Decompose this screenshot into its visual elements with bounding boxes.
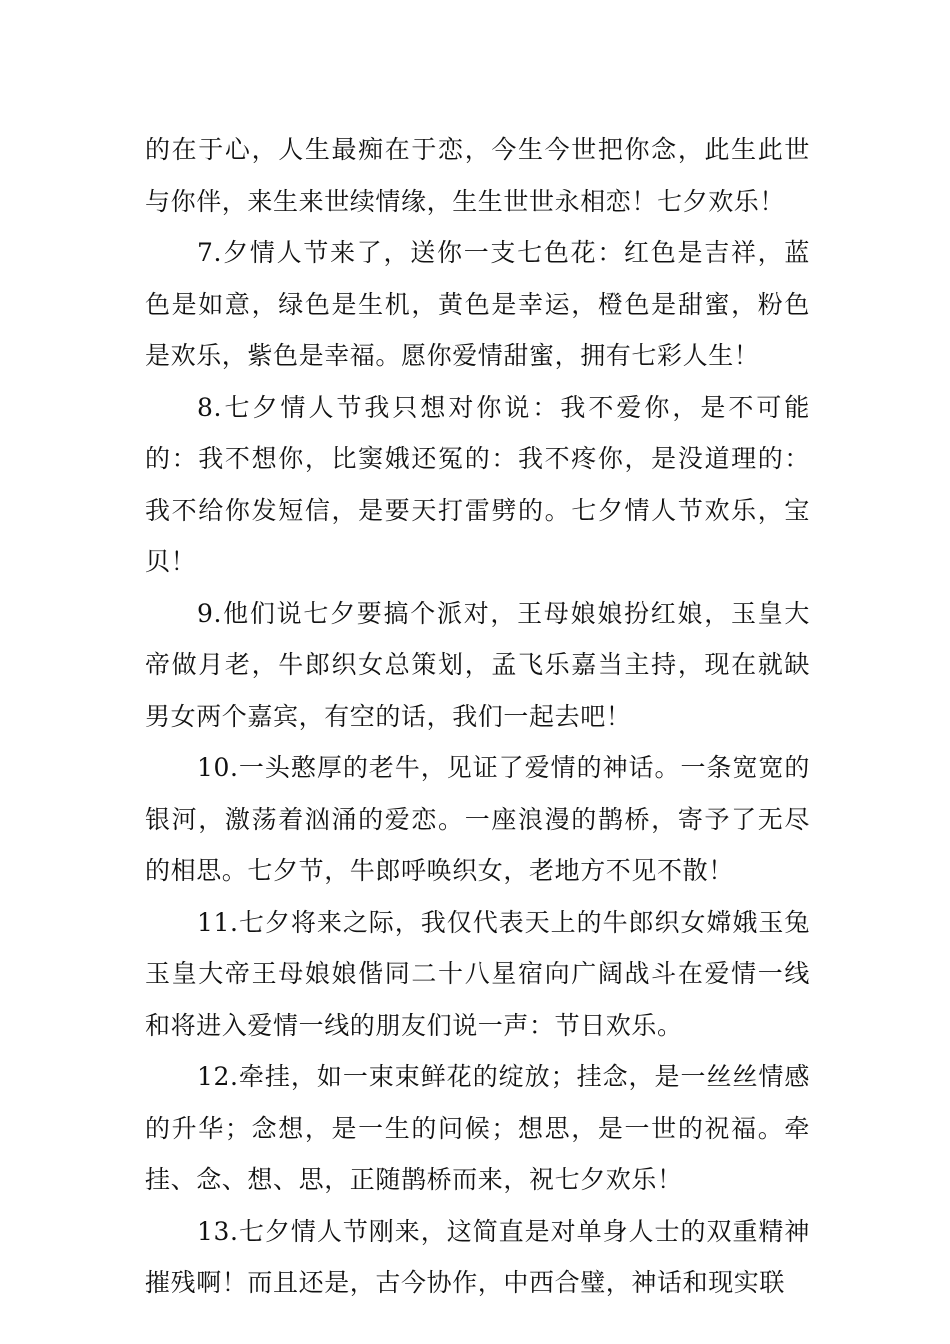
paragraph-8: 13.七夕情人节刚来，这简直是对单身人士的双重精神摧残啊！而且还是，古今协作，中西合璧，神话和现实联 xyxy=(145,1216,810,1297)
paragraph-7: 12.牵挂，如一束束鲜花的绽放；挂念，是一丝丝情感的升华；念想，是一生的问候；想思，是一世的祝福。牵挂、念、想、思，正随鹊桥而来，祝七夕欢乐！ xyxy=(145,1062,810,1194)
paragraph-1: 的在于心，人生最痴在于恋，今生今世把你念，此生此世与你伴，来生来世续情缘，生生世世永相恋！七夕欢乐！ xyxy=(145,135,810,216)
paragraph-6: 11.七夕将来之际，我仅代表天上的牛郎织女嫦娥玉兔玉皇大帝王母娘娘偕同二十八星宿向广阔战斗在爱情一线和将进入爱情一线的朋友们说一声：节日欢乐。 xyxy=(145,907,810,1040)
paragraph-5: 10.一头憨厚的老牛，见证了爱情的神话。一条宽宽的银河，激荡着汹涌的爱恋。一座浪漫的鹊桥，寄予了无尽的相思。七夕节，牛郎呼唤织女，老地方不见不散！ xyxy=(145,753,810,885)
paragraph-2: 7.夕情人节来了，送你一支七色花：红色是吉祥，蓝色是如意，绿色是生机，黄色是幸运，橙色是甜蜜，粉色是欢乐，紫色是幸福。愿你爱情甜蜜，拥有七彩人生！ xyxy=(145,238,810,370)
paragraph-3: 8.七夕情人节我只想对你说：我不爱你，是不可能的：我不想你，比窦娥还冤的：我不疼你，是没道理的：我不给你发短信，是要天打雷劈的。七夕情人节欢乐，宝贝！ xyxy=(145,392,810,576)
document-body xyxy=(145,124,810,1309)
paragraph-4: 9.他们说七夕要搞个派对，王母娘娘扮红娘，玉皇大帝做月老，牛郎织女总策划，孟飞乐嘉当主持，现在就缺男女两个嘉宾，有空的话，我们一起去吧！ xyxy=(145,598,810,731)
